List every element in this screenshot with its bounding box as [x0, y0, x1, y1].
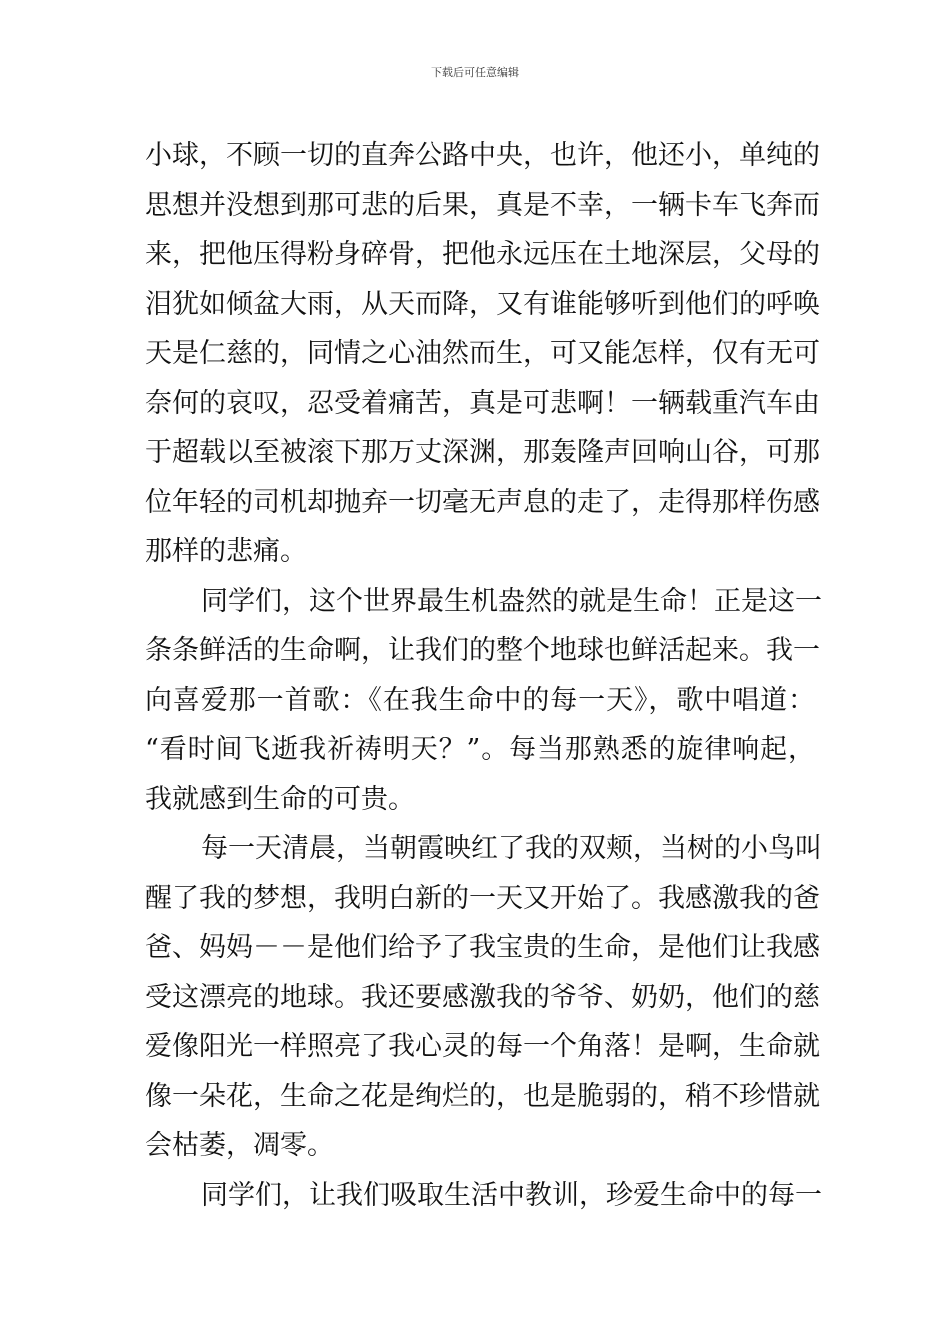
text-line: 来，把他压得粉身碎骨，把他永远压在土地深层，父母的	[145, 239, 820, 270]
text-line: 同学们，让我们吸取生活中教训，珍爱生命中的每一	[201, 1179, 822, 1211]
text-line: 醒了我的梦想，我明白新的一天又开始了。我感激我的爸	[145, 882, 820, 914]
text-line: 受这漂亮的地球。我还要感激我的爷爷、奶奶，他们的慈	[145, 981, 820, 1013]
text-line: 会枯萎，凋零。	[145, 1130, 334, 1161]
text-line: 爱像阳光一样照亮了我心灵的每一个角落！是啊，生命就	[145, 1031, 820, 1062]
text-line: 那样的悲痛。	[145, 536, 307, 567]
text-line: 向喜爱那一首歌：《在我生命中的每一天》，歌中唱道：	[145, 684, 815, 716]
text-line: 条条鲜活的生命啊，让我们的整个地球也鲜活起来。我一	[145, 635, 820, 666]
text-line: 思想并没想到那可悲的后果，真是不幸，一辆卡车飞奔而	[145, 189, 820, 221]
text-line: 同学们，这个世界最生机盎然的就是生命！正是这一	[201, 585, 822, 617]
text-line: 天是仁慈的，同情之心油然而生，可又能怎样，仅有无可	[145, 338, 820, 369]
text-line: 爸、妈妈－－是他们给予了我宝贵的生命，是他们让我感	[145, 932, 820, 963]
text-line: “看时间飞逝我祈祷明天？”。每当那熟悉的旋律响起，	[145, 734, 815, 765]
text-line: 泪犹如倾盆大雨，从天而降，又有谁能够听到他们的呼唤	[145, 288, 820, 320]
page-header: 下载后可任意编辑	[431, 66, 519, 79]
text-line: 我就感到生命的可贵。	[145, 783, 415, 815]
text-line: 每一天清晨，当朝霞映红了我的双颊，当树的小鸟叫	[201, 833, 822, 864]
document-body	[145, 131, 822, 1220]
text-line: 奈何的哀叹，忍受着痛苦，真是可悲啊！一辆载重汽车由	[145, 387, 820, 419]
text-line: 小球，不顾一切的直奔公路中央，也许，他还小，单纯的	[145, 140, 820, 171]
text-line: 于超载以至被滚下那万丈深渊，那轰隆声回响山谷，可那	[145, 437, 820, 468]
text-line: 像一朵花，生命之花是绚烂的，也是脆弱的，稍不珍惜就	[145, 1080, 820, 1112]
text-line: 位年轻的司机却抛弃一切毫无声息的走了，走得那样伤感	[145, 486, 820, 518]
